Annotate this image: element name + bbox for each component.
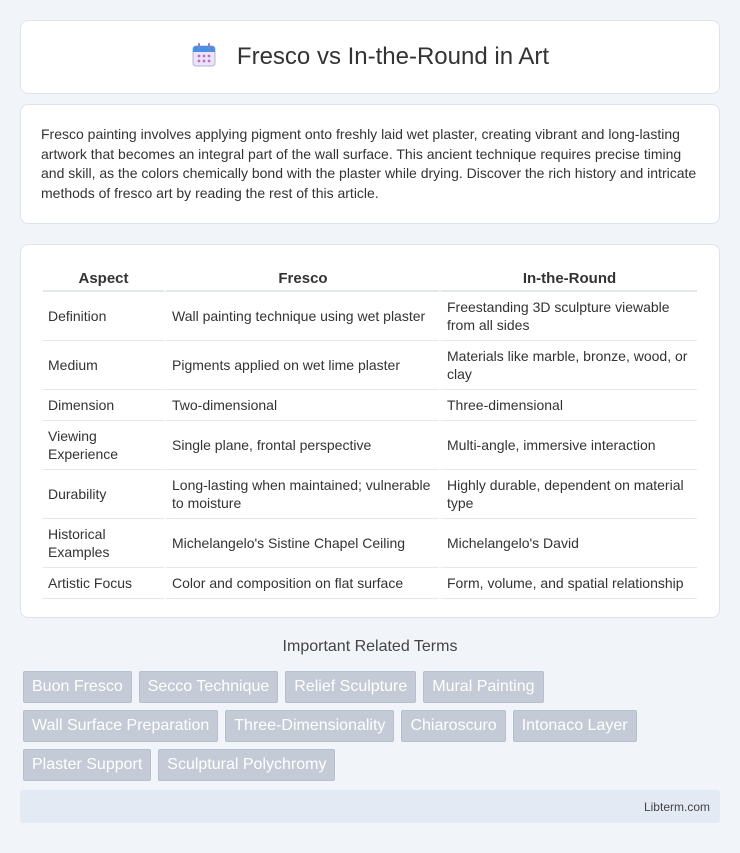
cell-fresco: Single plane, frontal perspective — [164, 421, 439, 470]
cell-fresco: Long-lasting when maintained; vulnerable to moisture — [164, 470, 439, 519]
calendar-icon — [191, 42, 217, 73]
cell-in-the-round: Form, volume, and spatial relationship — [439, 568, 697, 599]
tag-three-dimensionality[interactable]: Three-Dimensionality — [225, 710, 394, 742]
table-row — [43, 421, 697, 470]
related-terms-list — [23, 671, 723, 781]
header-fresco: Fresco — [164, 265, 439, 292]
footer — [20, 790, 720, 823]
cell-aspect: Durability — [43, 470, 164, 519]
header — [191, 42, 549, 73]
comparison-card — [20, 244, 720, 618]
cell-fresco: Wall painting technique using wet plaster — [164, 292, 439, 341]
page-title: Fresco vs In-the-Round in Art — [236, 43, 550, 70]
cell-in-the-round: Freestanding 3D sculpture viewable from all sides — [439, 292, 697, 341]
cell-aspect: Historical Examples — [43, 519, 164, 568]
cell-fresco: Two-dimensional — [164, 390, 439, 421]
comparison-table — [43, 265, 697, 599]
tag-plaster-support[interactable]: Plaster Support — [23, 749, 151, 781]
table-row — [43, 341, 697, 390]
intro-text: Fresco painting involves applying pigment onto freshly laid wet plaster, creating vibrant and long-lasting artwork that becomes an integral part of the wall surface. This ancient technique requires precise timing and skill, as the colors chemically bond with the plaster while drying. Discover the rich history and intricate methods of fresco art by reading the rest of this article. — [41, 126, 697, 201]
intro-card — [20, 104, 720, 224]
table-row — [43, 292, 697, 341]
footer-brand[interactable]: Libterm.com — [643, 799, 710, 814]
cell-aspect: Dimension — [43, 390, 164, 421]
tag-mural-painting[interactable]: Mural Painting — [423, 671, 543, 703]
cell-fresco: Pigments applied on wet lime plaster — [164, 341, 439, 390]
cell-aspect: Medium — [43, 341, 164, 390]
related-terms-title: Important Related Terms — [282, 638, 458, 655]
tag-chiaroscuro[interactable]: Chiaroscuro — [401, 710, 505, 742]
cell-fresco: Michelangelo's Sistine Chapel Ceiling — [164, 519, 439, 568]
table-header-row — [43, 265, 697, 292]
cell-in-the-round: Three-dimensional — [439, 390, 697, 421]
cell-aspect: Definition — [43, 292, 164, 341]
tag-sculptural-polychromy[interactable]: Sculptural Polychromy — [158, 749, 335, 781]
cell-in-the-round: Multi-angle, immersive interaction — [439, 421, 697, 470]
tag-buon-fresco[interactable]: Buon Fresco — [23, 671, 132, 703]
tag-relief-sculpture[interactable]: Relief Sculpture — [285, 671, 416, 703]
cell-in-the-round: Materials like marble, bronze, wood, or clay — [439, 341, 697, 390]
cell-in-the-round: Michelangelo's David — [439, 519, 697, 568]
cell-aspect: Viewing Experience — [43, 421, 164, 470]
cell-in-the-round: Highly durable, dependent on material type — [439, 470, 697, 519]
table-row — [43, 519, 697, 568]
tag-secco-technique[interactable]: Secco Technique — [139, 671, 279, 703]
cell-fresco: Color and composition on flat surface — [164, 568, 439, 599]
table-row — [43, 568, 697, 599]
header-aspect: Aspect — [43, 265, 164, 292]
header-card — [20, 20, 720, 94]
table-row — [43, 390, 697, 421]
tag-intonaco-layer[interactable]: Intonaco Layer — [513, 710, 637, 742]
tag-wall-surface-preparation[interactable]: Wall Surface Preparation — [23, 710, 218, 742]
cell-aspect: Artistic Focus — [43, 568, 164, 599]
header-in-the-round: In-the-Round — [439, 265, 697, 292]
table-row — [43, 470, 697, 519]
